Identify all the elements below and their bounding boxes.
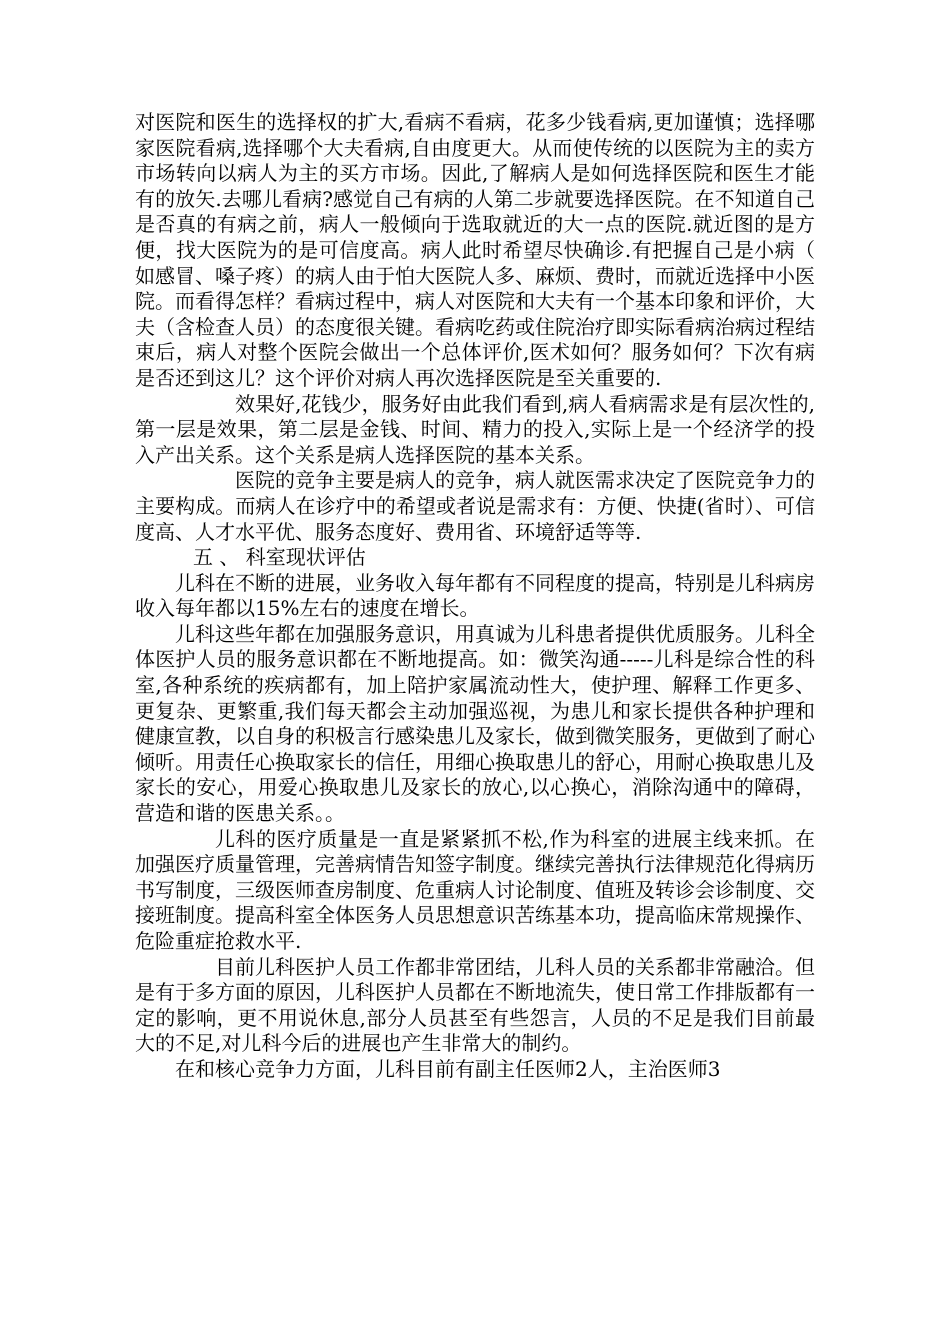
section-heading: 五 、 科室现状评估 (193, 545, 366, 570)
paragraph-patient-needs: 效果好,花钱少，服务好由此我们看到,病人看病需求是有层次性的,第一层是效果，第二层是金钱、时间、精力的投入,实际上是一个经济学的投入产出关系。这个关系是病人选择医院的基本关系。 (135, 391, 815, 467)
paragraph-hospital-competition: 医院的竞争主要是病人的竞争，病人就医需求决定了医院竞争力的主要构成。而病人在诊疗中的希望或者说是需求有：方便、快捷(省时）、可信度高、人才水平优、服务态度好、费用省、环境舒适等等. (135, 468, 815, 544)
paragraph-staffing: 目前儿科医护人员工作都非常团结，儿科人员的关系都非常融洽。但是有于多方面的原因，儿科医护人员都在不断地流失，使日常工作排版都有一定的影响，更不用说休息,部分人员甚至有些怨言，人员的不足是我们目前最大的不足,对儿科今后的进展也产生非常大的制约。 (135, 954, 815, 1056)
paragraph-pediatrics-income: 儿科在不断的进展，业务收入每年都有不同程度的提高，特别是儿科病房收入每年都以15%左右的速度在增长。 (135, 570, 815, 621)
paragraph-patient-choice: 对医院和医生的选择权的扩大,看病不看病，花多少钱看病,更加谨慎；选择哪家医院看病,选择哪个大夫看病,自由度更大。从而使传统的以医院为主的卖方市场转向以病人为主的买方市场。因此,了解病人是如何选择医院和医生才能有的放矢.去哪儿看病?感觉自己有病的人第二步就要选择医院。在不知道自己是否真的有病之前，病人一般倾向于选取就近的大一点的医院.就近图的是方便，找大医院为的是可信度高。病人此时希望尽快确诊.有把握自己是小病（如感冒、嗓子疼）的病人由于怕大医院人多、麻烦、费时，而就近选择中小医院。而看得怎样？看病过程中，病人对医院和大夫有一个基本印象和评价，大夫（含检查人员）的态度很关键。看病吃药或住院治疗即实际看病治病过程结束后，病人对整个医院会做出一个总体评价,医术如何？服务如何？下次有病是否还到这儿？这个评价对病人再次选择医院是至关重要的. (135, 110, 815, 390)
paragraph-medical-quality: 儿科的医疗质量是一直是紧紧抓不松,作为科室的进展主线来抓。在加强医疗质量管理，完善病情告知签字制度。继续完善执行法律规范化得病历书写制度，三级医师查房制度、危重病人讨论制度、值班及转诊会诊制度、交接班制度。提高科室全体医务人员思想意识苦练基本功，提高临床常规操作、危险重症抢救水平. (135, 826, 815, 953)
document-page (135, 110, 815, 1083)
paragraph-core-competitiveness: 在和核心竞争力方面，儿科目前有副主任医师2人，主治医师3 (175, 1056, 721, 1081)
paragraph-service-awareness: 儿科这些年都在加强服务意识，用真诚为儿科患者提供优质服务。儿科全体医护人员的服务意识都在不断地提高。如：微笑沟通-----儿科是综合性的科室,各种系统的疾病都有，加上陪护家属流动性大，使护理、解释工作更多、更复杂、更繁重,我们每天都会主动加强巡视，为患儿和家长提供各种护理和健康宣教，以自身的积极言行感染患儿及家长，做到微笑服务，更做到了耐心倾听。用责任心换取家长的信任，用细心换取患儿的舒心，用耐心换取患儿及家长的安心，用爱心换取患儿及家长的放心,以心换心，消除沟通中的障碍，营造和谐的医患关系。。 (135, 621, 815, 826)
